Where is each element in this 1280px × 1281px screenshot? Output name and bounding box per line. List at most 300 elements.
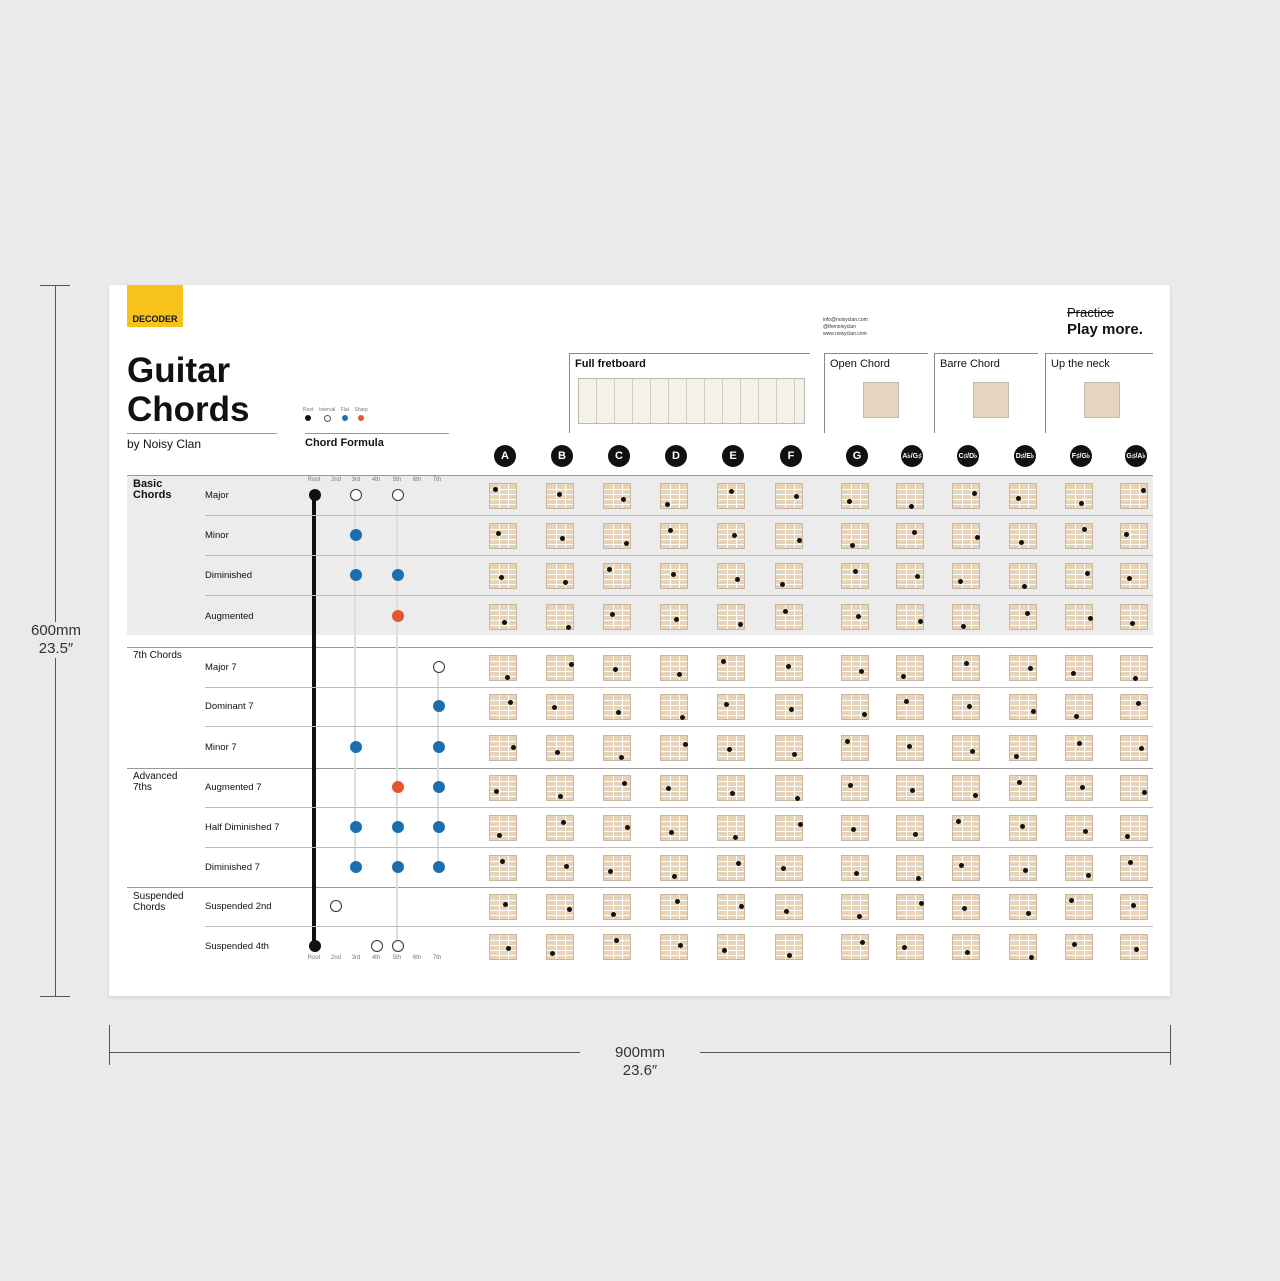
contact-email: info@noisyclan.com	[823, 317, 868, 323]
chord-diagram[interactable]	[1120, 655, 1148, 681]
chord-dot	[972, 491, 977, 496]
chord-diagram[interactable]	[841, 735, 869, 761]
chord-diagram[interactable]	[1009, 563, 1037, 589]
row-label: Dominant 7	[205, 701, 254, 712]
chord-diagram[interactable]	[717, 483, 745, 509]
chord-diagram[interactable]	[546, 655, 574, 681]
note-legend	[303, 407, 372, 422]
chord-diagram[interactable]	[603, 655, 631, 681]
chord-dot	[560, 536, 565, 541]
chord-diagram[interactable]	[1120, 894, 1148, 920]
chord-dot	[1142, 790, 1147, 795]
chord-diagram[interactable]	[1065, 775, 1093, 801]
width-dimension	[580, 1044, 700, 1080]
chord-dot	[502, 620, 507, 625]
chord-diagram[interactable]	[896, 483, 924, 509]
interval-header-top: 5th	[392, 477, 402, 483]
chord-diagram[interactable]	[603, 815, 631, 841]
fifth-bar	[396, 495, 398, 947]
chord-dot	[1082, 527, 1087, 532]
chord-diagram[interactable]	[660, 694, 688, 720]
chord-diagram[interactable]	[546, 894, 574, 920]
chord-diagram[interactable]	[775, 815, 803, 841]
chord-diagram[interactable]	[952, 694, 980, 720]
chord-diagram[interactable]	[717, 694, 745, 720]
chord-dot	[958, 579, 963, 584]
chord-dot	[499, 575, 504, 580]
row-label: Suspended 2nd	[205, 901, 272, 912]
chord-diagram[interactable]	[603, 604, 631, 630]
chord-diagram[interactable]	[952, 483, 980, 509]
chord-dot	[621, 497, 626, 502]
chord-dot	[555, 750, 560, 755]
chord-diagram[interactable]	[660, 855, 688, 881]
chord-diagram[interactable]	[952, 775, 980, 801]
chord-diagram[interactable]	[1009, 604, 1037, 630]
chord-diagram[interactable]	[841, 523, 869, 549]
chord-diagram[interactable]	[1065, 855, 1093, 881]
chord-diagram[interactable]	[660, 894, 688, 920]
chord-diagram[interactable]	[1120, 604, 1148, 630]
chord-diagram[interactable]	[1120, 694, 1148, 720]
chord-diagram[interactable]	[841, 894, 869, 920]
key-11[interactable]: G♯/A♭	[1125, 445, 1147, 467]
chord-dot	[1083, 829, 1088, 834]
interval-note	[309, 940, 321, 952]
chord-diagram[interactable]	[841, 604, 869, 630]
interval-note	[433, 700, 445, 712]
row-label: Diminished 7	[205, 862, 260, 873]
chord-dot	[1019, 540, 1024, 545]
chord-dot	[780, 582, 785, 587]
chord-diagram[interactable]	[1120, 483, 1148, 509]
chord-diagram[interactable]	[952, 815, 980, 841]
key-1[interactable]: B	[551, 445, 573, 467]
chord-diagram[interactable]	[603, 934, 631, 960]
chord-diagram[interactable]	[841, 775, 869, 801]
row-label: Diminished	[205, 570, 252, 581]
chord-dot	[683, 742, 688, 747]
row-divider	[205, 555, 1153, 556]
info-up-the-neck-label: Up the neck	[1051, 358, 1110, 370]
chord-diagram[interactable]	[603, 694, 631, 720]
chord-dot	[1134, 947, 1139, 952]
chord-diagram[interactable]	[489, 855, 517, 881]
chord-diagram[interactable]	[1120, 563, 1148, 589]
section-divider	[127, 647, 1153, 648]
chord-diagram[interactable]	[660, 735, 688, 761]
interval-header-bottom: Root	[307, 955, 321, 961]
chord-poster	[109, 285, 1170, 996]
key-0[interactable]: A	[494, 445, 516, 467]
chord-diagram[interactable]	[896, 523, 924, 549]
chord-diagram[interactable]	[546, 934, 574, 960]
chord-dot	[494, 789, 499, 794]
section-label-line: Chords	[133, 489, 172, 501]
chord-diagram[interactable]	[952, 894, 980, 920]
chord-diagram[interactable]	[952, 655, 980, 681]
chord-dot	[956, 819, 961, 824]
chord-dot	[558, 794, 563, 799]
chord-diagram[interactable]	[1065, 934, 1093, 960]
key-4[interactable]: E	[722, 445, 744, 467]
chord-diagram[interactable]	[952, 604, 980, 630]
chord-diagram[interactable]	[1065, 563, 1093, 589]
chord-diagram[interactable]	[1009, 855, 1037, 881]
chord-diagram[interactable]	[896, 655, 924, 681]
chord-diagram[interactable]	[841, 815, 869, 841]
chord-diagram[interactable]	[603, 855, 631, 881]
chord-diagram[interactable]	[717, 775, 745, 801]
chord-diagram[interactable]	[489, 934, 517, 960]
chord-diagram[interactable]	[1009, 655, 1037, 681]
chord-diagram[interactable]	[489, 735, 517, 761]
chord-diagram[interactable]	[775, 694, 803, 720]
chord-dot	[1022, 584, 1027, 589]
height-in: 23.5″	[38, 640, 74, 657]
chord-dot	[1074, 714, 1079, 719]
chord-diagram[interactable]	[1009, 735, 1037, 761]
chord-diagram[interactable]	[1065, 735, 1093, 761]
section-divider	[127, 887, 1153, 888]
chord-dot	[738, 622, 743, 627]
chord-diagram[interactable]	[489, 483, 517, 509]
chord-diagram[interactable]	[546, 604, 574, 630]
chord-diagram[interactable]	[1009, 894, 1037, 920]
height-mm: 600mm	[30, 622, 82, 639]
chord-dot	[1017, 780, 1022, 785]
interval-note	[433, 741, 445, 753]
chord-diagram[interactable]	[1120, 815, 1148, 841]
interval-header-bottom: 3rd	[351, 955, 361, 961]
chord-dot	[919, 901, 924, 906]
chord-diagram[interactable]	[841, 563, 869, 589]
chord-dot	[792, 752, 797, 757]
chord-diagram[interactable]	[660, 934, 688, 960]
section-label-line: 7th Chords	[133, 650, 182, 661]
section-label-line: Suspended	[133, 891, 184, 902]
chord-diagram[interactable]	[489, 655, 517, 681]
section-label-line: 7ths	[133, 782, 152, 793]
key-7[interactable]: A♭/G♯	[901, 445, 923, 467]
interval-note	[433, 821, 445, 833]
chord-dot	[557, 492, 562, 497]
chord-diagram[interactable]	[1120, 855, 1148, 881]
chord-diagram[interactable]	[775, 735, 803, 761]
chord-diagram[interactable]	[489, 815, 517, 841]
chord-diagram[interactable]	[660, 483, 688, 509]
chord-dot	[1128, 860, 1133, 865]
chord-dot	[1141, 488, 1146, 493]
chord-diagram[interactable]	[896, 694, 924, 720]
chord-dot	[1136, 701, 1141, 706]
chord-dot	[496, 531, 501, 536]
chord-dot	[680, 715, 685, 720]
chord-dot	[850, 543, 855, 548]
chord-diagram[interactable]	[775, 604, 803, 630]
chord-dot	[959, 863, 964, 868]
chord-dot	[798, 822, 803, 827]
chord-diagram[interactable]	[952, 735, 980, 761]
chord-diagram[interactable]	[841, 655, 869, 681]
legend-root: Root	[303, 407, 314, 413]
chord-dot	[1026, 911, 1031, 916]
chord-diagram[interactable]	[841, 934, 869, 960]
section-divider	[127, 475, 1153, 476]
chord-diagram[interactable]	[717, 735, 745, 761]
interval-header-bottom: 4th	[371, 955, 381, 961]
chord-dot	[669, 830, 674, 835]
chord-diagram[interactable]	[775, 775, 803, 801]
chord-diagram[interactable]	[546, 815, 574, 841]
chord-diagram[interactable]	[775, 523, 803, 549]
row-divider	[205, 926, 1153, 927]
chord-diagram[interactable]	[1120, 523, 1148, 549]
interval-note	[350, 741, 362, 753]
chord-diagram[interactable]	[660, 523, 688, 549]
chord-diagram[interactable]	[717, 934, 745, 960]
chord-dot	[781, 866, 786, 871]
chord-diagram[interactable]	[1009, 523, 1037, 549]
chord-diagram[interactable]	[660, 655, 688, 681]
full-fretboard-diagram	[578, 378, 805, 424]
chord-diagram[interactable]	[1065, 523, 1093, 549]
chord-diagram[interactable]	[896, 855, 924, 881]
chord-diagram[interactable]	[717, 815, 745, 841]
chord-diagram[interactable]	[896, 934, 924, 960]
row-label: Augmented 7	[205, 782, 262, 793]
section-divider	[127, 768, 1153, 769]
key-3[interactable]: D	[665, 445, 687, 467]
chord-diagram[interactable]	[489, 604, 517, 630]
third-bar	[354, 495, 356, 867]
chord-diagram[interactable]	[717, 894, 745, 920]
row-divider	[205, 515, 1153, 516]
contact-info	[823, 317, 868, 338]
chord-diagram[interactable]	[1120, 934, 1148, 960]
chord-diagram[interactable]	[489, 563, 517, 589]
chord-dot	[910, 788, 915, 793]
chord-diagram[interactable]	[952, 523, 980, 549]
chord-dot	[915, 574, 920, 579]
row-label: Augmented	[205, 611, 254, 622]
chord-diagram[interactable]	[1009, 483, 1037, 509]
chord-diagram[interactable]	[1065, 694, 1093, 720]
chord-diagram[interactable]	[660, 563, 688, 589]
chord-dot	[503, 902, 508, 907]
section-label	[133, 650, 182, 661]
chord-diagram[interactable]	[603, 735, 631, 761]
chord-dot	[1079, 501, 1084, 506]
chord-diagram[interactable]	[952, 855, 980, 881]
chord-diagram[interactable]	[546, 694, 574, 720]
section-label	[133, 479, 172, 501]
chord-dot	[1016, 496, 1021, 501]
chord-dot	[857, 914, 862, 919]
chord-diagram[interactable]	[1009, 694, 1037, 720]
chord-dot	[794, 494, 799, 499]
chord-diagram[interactable]	[896, 604, 924, 630]
chord-diagram[interactable]	[952, 934, 980, 960]
chord-dot	[732, 533, 737, 538]
chord-dot	[787, 953, 792, 958]
interval-header-bottom: 2nd	[330, 955, 341, 961]
chord-diagram[interactable]	[1065, 655, 1093, 681]
chord-diagram[interactable]	[546, 735, 574, 761]
chord-dot	[611, 912, 616, 917]
section-label-line: Chords	[133, 902, 166, 913]
info-barre-chord-label: Barre Chord	[940, 358, 1000, 370]
chord-dot	[721, 659, 726, 664]
chord-dot	[909, 504, 914, 509]
row-label: Minor	[205, 530, 229, 541]
chord-dot	[672, 874, 677, 879]
chord-diagram[interactable]	[546, 563, 574, 589]
chord-dot	[845, 739, 850, 744]
chord-diagram[interactable]	[896, 563, 924, 589]
section-label	[133, 771, 177, 793]
chord-diagram[interactable]	[896, 815, 924, 841]
chord-dot	[735, 577, 740, 582]
chord-diagram[interactable]	[546, 855, 574, 881]
chord-diagram[interactable]	[717, 563, 745, 589]
chord-diagram[interactable]	[1065, 483, 1093, 509]
chord-dot	[493, 487, 498, 492]
chord-diagram[interactable]	[1009, 934, 1037, 960]
chord-diagram[interactable]	[603, 563, 631, 589]
chord-dot	[1025, 611, 1030, 616]
key-10[interactable]: F♯/G♭	[1070, 445, 1092, 467]
chord-diagram[interactable]	[717, 604, 745, 630]
chord-diagram[interactable]	[603, 483, 631, 509]
chord-diagram[interactable]	[1009, 775, 1037, 801]
chord-dot	[610, 612, 615, 617]
chord-diagram[interactable]	[717, 855, 745, 881]
chord-dot	[566, 625, 571, 630]
key-2[interactable]: C	[608, 445, 630, 467]
chord-dot	[856, 614, 861, 619]
interval-header-top: 6th	[412, 477, 422, 483]
chord-dot	[964, 661, 969, 666]
height-dimension	[20, 622, 92, 658]
chord-diagram[interactable]	[717, 523, 745, 549]
section-label-line: Basic	[133, 478, 163, 490]
chord-diagram[interactable]	[660, 775, 688, 801]
chord-diagram[interactable]	[841, 855, 869, 881]
chord-dot	[967, 704, 972, 709]
chord-dot	[860, 940, 865, 945]
chord-diagram[interactable]	[1009, 815, 1037, 841]
interval-header-top: 3rd	[351, 477, 361, 483]
up-the-neck-diagram	[1084, 382, 1120, 418]
chord-dot	[608, 869, 613, 874]
interval-note	[392, 821, 404, 833]
interval-header-bottom: 7th	[432, 955, 442, 961]
chord-diagram[interactable]	[841, 483, 869, 509]
interval-note	[350, 569, 362, 581]
chord-diagram[interactable]	[546, 523, 574, 549]
chord-diagram[interactable]	[1065, 815, 1093, 841]
chord-diagram[interactable]	[775, 855, 803, 881]
chord-diagram[interactable]	[775, 894, 803, 920]
key-6[interactable]: G	[846, 445, 868, 467]
chord-diagram[interactable]	[546, 483, 574, 509]
tagline-main: Play more.	[1067, 321, 1143, 338]
info-up-the-neck	[1045, 353, 1153, 433]
chord-diagram[interactable]	[603, 775, 631, 801]
chord-dot	[619, 755, 624, 760]
chord-diagram[interactable]	[896, 775, 924, 801]
key-5[interactable]: F	[780, 445, 802, 467]
info-open-chord-label: Open Chord	[830, 358, 890, 370]
chord-diagram[interactable]	[896, 735, 924, 761]
chord-dot	[973, 793, 978, 798]
key-8[interactable]: C♯/D♭	[957, 445, 979, 467]
legend-flat: Flat	[340, 407, 350, 413]
chord-dot	[733, 835, 738, 840]
chord-diagram[interactable]	[603, 523, 631, 549]
interval-note	[433, 661, 445, 673]
chord-diagram[interactable]	[1120, 735, 1148, 761]
seventh-bar	[437, 667, 439, 867]
chord-diagram[interactable]	[660, 604, 688, 630]
chord-dot	[970, 749, 975, 754]
row-divider	[205, 595, 1153, 596]
chord-diagram[interactable]	[603, 894, 631, 920]
row-label: Major	[205, 490, 229, 501]
section-label-line: Advanced	[133, 771, 178, 782]
chord-diagram[interactable]	[489, 694, 517, 720]
chord-diagram[interactable]	[775, 655, 803, 681]
chord-dot	[786, 664, 791, 669]
chord-diagram[interactable]	[1065, 894, 1093, 920]
chord-dot	[668, 528, 673, 533]
chord-dot	[739, 904, 744, 909]
chord-dot	[625, 825, 630, 830]
brand-logo: DECODER	[127, 285, 183, 327]
chord-diagram[interactable]	[546, 775, 574, 801]
chord-dot	[784, 909, 789, 914]
chord-diagram[interactable]	[489, 894, 517, 920]
key-9[interactable]: D♯/E♭	[1014, 445, 1036, 467]
interval-note	[350, 821, 362, 833]
chord-dot	[859, 669, 864, 674]
chord-diagram[interactable]	[775, 563, 803, 589]
row-divider	[205, 847, 1153, 848]
chord-dot	[508, 700, 513, 705]
chord-diagram[interactable]	[775, 934, 803, 960]
chord-dot	[1020, 824, 1025, 829]
chord-diagram[interactable]	[489, 523, 517, 549]
chord-diagram[interactable]	[896, 894, 924, 920]
interval-header-top: 2nd	[330, 477, 341, 483]
chord-dot	[675, 899, 680, 904]
chord-diagram[interactable]	[1120, 775, 1148, 801]
interval-note	[392, 489, 404, 501]
chord-diagram[interactable]	[1065, 604, 1093, 630]
chord-diagram[interactable]	[660, 815, 688, 841]
chord-diagram[interactable]	[952, 563, 980, 589]
chord-dot	[1072, 942, 1077, 947]
chord-diagram[interactable]	[489, 775, 517, 801]
chord-diagram[interactable]	[717, 655, 745, 681]
chord-dot	[1139, 746, 1144, 751]
chord-diagram[interactable]	[841, 694, 869, 720]
chord-dot	[907, 744, 912, 749]
chord-dot	[916, 876, 921, 881]
chord-diagram[interactable]	[775, 483, 803, 509]
chord-dot	[862, 712, 867, 717]
